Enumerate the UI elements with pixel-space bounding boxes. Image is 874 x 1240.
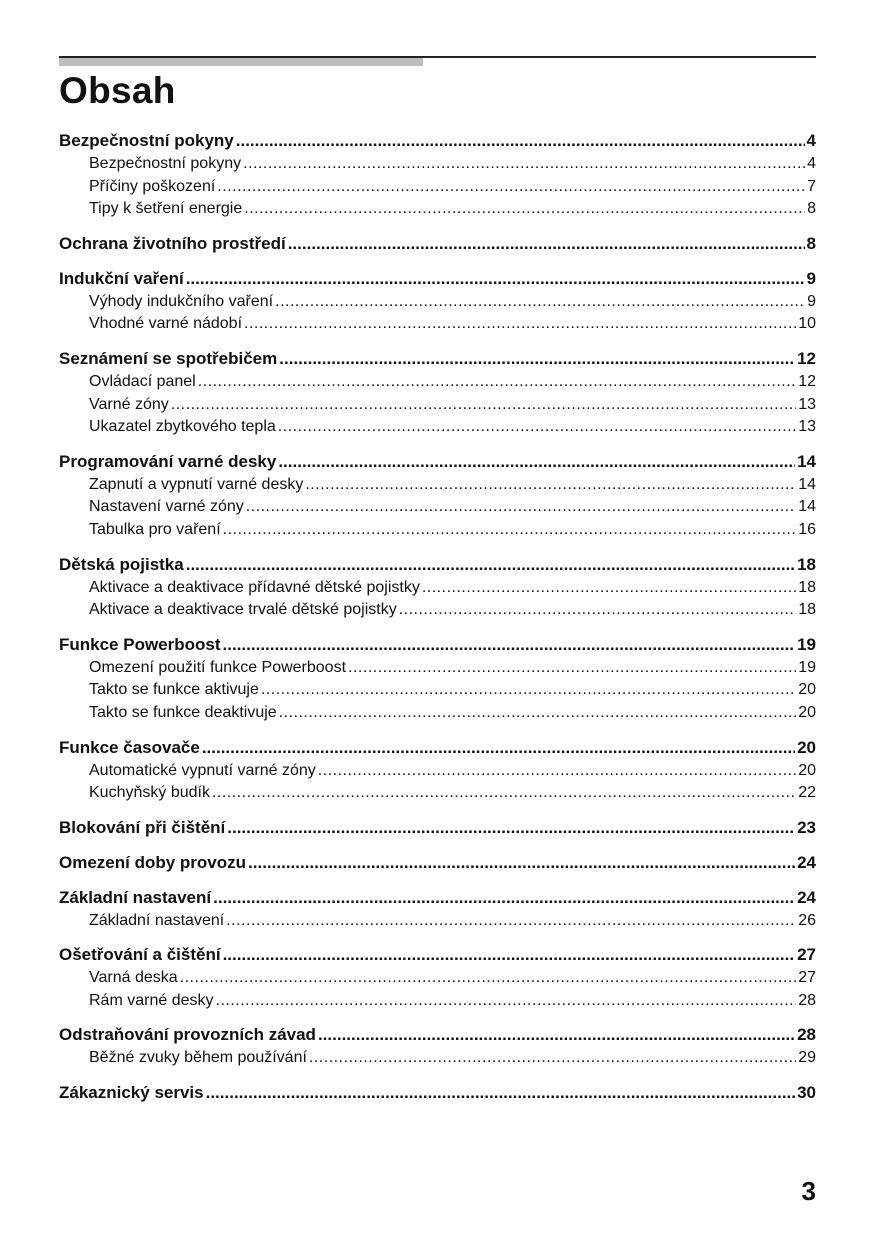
toc-entry-title: Programování varné desky — [59, 451, 277, 471]
toc-subsection[interactable] — [59, 784, 816, 807]
toc-leader-dots — [309, 1049, 796, 1067]
toc-entry-title: Příčiny poškození — [89, 177, 216, 195]
toc-section[interactable] — [59, 945, 816, 969]
toc-page-number: 7 — [807, 177, 816, 195]
toc-page-number: 20 — [798, 761, 816, 779]
toc-section-block — [59, 738, 816, 807]
toc-page-number: 19 — [797, 634, 816, 654]
toc-section[interactable] — [59, 888, 816, 912]
toc-page-number: 26 — [798, 911, 816, 929]
toc-page-number: 23 — [797, 817, 816, 837]
toc-entry-title: Výhody indukčního vaření — [89, 292, 274, 310]
toc-subsection[interactable] — [59, 521, 816, 544]
toc-entry-title: Omezení použití funkce Powerboost — [89, 658, 347, 676]
toc-subsection[interactable] — [59, 200, 816, 223]
toc-entry-title: Základní nastavení — [89, 911, 225, 929]
toc-leader-dots — [399, 601, 797, 619]
toc-section-block — [59, 945, 816, 1014]
toc-entry-title: Varná deska — [89, 969, 178, 987]
toc-leader-dots — [318, 1025, 795, 1045]
toc-leader-dots — [198, 373, 796, 391]
table-of-contents — [59, 131, 816, 1118]
toc-leader-dots — [248, 853, 795, 873]
toc-entry-title: Ošetřování a čištění — [59, 945, 221, 965]
toc-leader-dots — [206, 1083, 795, 1103]
toc-leader-dots — [186, 269, 805, 289]
toc-subsection[interactable] — [59, 315, 816, 338]
toc-leader-dots — [279, 349, 795, 369]
toc-entry-title: Rám varné desky — [89, 991, 214, 1009]
page-title: Obsah — [59, 70, 176, 111]
toc-leader-dots — [244, 200, 805, 218]
toc-entry-title: Blokování při čištění — [59, 817, 226, 837]
toc-section-block — [59, 349, 816, 441]
toc-entry-title: Seznámení se spotřebičem — [59, 348, 278, 368]
toc-entry-title: Ovládací panel — [89, 372, 196, 390]
toc-leader-dots — [223, 945, 796, 965]
toc-subsection[interactable] — [59, 498, 816, 521]
toc-page-number: 9 — [807, 292, 816, 310]
toc-page-number: 14 — [797, 451, 816, 471]
toc-entry-title: Tipy k šetření energie — [89, 200, 243, 218]
toc-page-number: 16 — [798, 520, 816, 538]
toc-page-number: 9 — [806, 268, 816, 288]
toc-entry-title: Běžné zvuky během používání — [89, 1049, 307, 1067]
toc-entry-title: Funkce Powerboost — [59, 634, 221, 654]
toc-leader-dots — [305, 476, 796, 494]
toc-leader-dots — [223, 635, 796, 655]
toc-section-block — [59, 234, 816, 258]
toc-leader-dots — [243, 155, 805, 173]
toc-leader-dots — [318, 762, 796, 780]
toc-subsection[interactable] — [59, 704, 816, 727]
toc-entry-title: Dětská pojistka — [59, 554, 184, 574]
toc-section[interactable] — [59, 452, 816, 476]
toc-entry-title: Aktivace a deaktivace trvalé dětské pojistky — [89, 601, 397, 619]
toc-subsection[interactable] — [59, 579, 816, 602]
toc-section[interactable] — [59, 1025, 816, 1049]
toc-leader-dots — [171, 396, 796, 414]
toc-leader-dots — [180, 969, 797, 987]
toc-section[interactable] — [59, 738, 816, 762]
toc-entry-title: Indukční vaření — [59, 268, 184, 288]
toc-entry-title: Takto se funkce aktivuje — [89, 681, 259, 699]
toc-page-number: 20 — [798, 681, 816, 699]
toc-subsection[interactable] — [59, 418, 816, 441]
toc-leader-dots — [226, 912, 796, 930]
toc-section[interactable] — [59, 853, 816, 877]
toc-section[interactable] — [59, 1083, 816, 1107]
toc-page-number: 12 — [797, 348, 816, 368]
toc-subsection[interactable] — [59, 762, 816, 785]
toc-leader-dots — [422, 579, 796, 597]
toc-entry-title: Takto se funkce deaktivuje — [89, 703, 277, 721]
toc-subsection[interactable] — [59, 912, 816, 935]
toc-leader-dots — [261, 681, 796, 699]
toc-subsection[interactable] — [59, 293, 816, 316]
toc-leader-dots — [202, 738, 795, 758]
toc-subsection[interactable] — [59, 476, 816, 499]
toc-section[interactable] — [59, 131, 816, 155]
toc-leader-dots — [236, 131, 805, 151]
toc-leader-dots — [278, 452, 795, 472]
toc-section-block — [59, 818, 816, 842]
toc-page-number: 19 — [798, 658, 816, 676]
toc-entry-title: Základní nastavení — [59, 887, 212, 907]
toc-page-number: 14 — [798, 498, 816, 516]
toc-entry-title: Bezpečnostní pokyny — [59, 131, 234, 150]
toc-page-number: 10 — [798, 315, 816, 333]
toc-page-number: 18 — [798, 578, 816, 596]
toc-section-block — [59, 452, 816, 544]
toc-page-number: 13 — [798, 395, 816, 413]
toc-subsection[interactable] — [59, 969, 816, 992]
toc-section-block — [59, 853, 816, 877]
toc-page-number: 24 — [797, 852, 816, 872]
toc-section[interactable] — [59, 234, 816, 258]
toc-entry-title: Varné zóny — [89, 395, 169, 413]
toc-entry-title: Aktivace a deaktivace přídavné dětské pojistky — [89, 578, 420, 596]
toc-entry-title: Omezení doby provozu — [59, 852, 247, 872]
toc-page-number: 20 — [797, 737, 816, 757]
toc-page-number: 28 — [798, 991, 816, 1009]
toc-section-block — [59, 555, 816, 624]
toc-page-number: 20 — [798, 703, 816, 721]
toc-subsection[interactable] — [59, 992, 816, 1015]
toc-leader-dots — [348, 659, 796, 677]
toc-entry-title: Ochrana životního prostředí — [59, 233, 286, 253]
toc-entry-title: Bezpečnostní pokyny — [89, 155, 242, 172]
toc-subsection[interactable] — [59, 601, 816, 624]
toc-section[interactable] — [59, 555, 816, 579]
toc-leader-dots — [227, 818, 795, 838]
toc-page-number: 28 — [797, 1025, 816, 1045]
toc-subsection[interactable] — [59, 681, 816, 704]
toc-entry-title: Vhodné varné nádobí — [89, 315, 243, 333]
toc-page-number: 8 — [807, 200, 816, 218]
toc-subsection[interactable] — [59, 178, 816, 201]
toc-section-block — [59, 1083, 816, 1107]
toc-section-block — [59, 635, 816, 727]
header-accent-bar — [59, 58, 423, 66]
toc-page-number: 27 — [797, 945, 816, 965]
toc-subsection[interactable] — [59, 396, 816, 419]
toc-page-number: 27 — [798, 969, 816, 987]
toc-leader-dots — [212, 784, 796, 802]
toc-subsection[interactable] — [59, 155, 816, 178]
toc-entry-title: Kuchyňský budík — [89, 784, 210, 802]
toc-leader-dots — [216, 992, 797, 1010]
toc-page-number: 4 — [806, 131, 816, 150]
toc-section-block — [59, 131, 816, 223]
toc-page-number: 8 — [806, 233, 816, 253]
toc-entry-title: Tabulka pro vaření — [89, 520, 221, 538]
toc-entry-title: Funkce časovače — [59, 737, 200, 757]
toc-page-number: 24 — [797, 887, 816, 907]
toc-leader-dots — [279, 704, 797, 722]
toc-page-number: 18 — [798, 601, 816, 619]
toc-leader-dots — [217, 178, 805, 196]
toc-page-number: 13 — [798, 418, 816, 436]
toc-section[interactable] — [59, 635, 816, 659]
toc-leader-dots — [288, 234, 805, 254]
toc-page-number: 14 — [798, 475, 816, 493]
page-number: 3 — [801, 1176, 816, 1206]
toc-entry-title: Nastavení varné zóny — [89, 498, 244, 516]
toc-section[interactable] — [59, 818, 816, 842]
toc-leader-dots — [278, 418, 796, 436]
toc-entry-title: Zákaznický servis — [59, 1083, 204, 1103]
toc-page-number: 4 — [807, 155, 816, 172]
toc-section[interactable] — [59, 269, 816, 293]
toc-entry-title: Ukazatel zbytkového tepla — [89, 418, 276, 436]
toc-page-number: 22 — [798, 784, 816, 802]
toc-entry-title: Automatické vypnutí varné zóny — [89, 761, 316, 779]
toc-subsection[interactable] — [59, 659, 816, 682]
toc-subsection[interactable] — [59, 373, 816, 396]
toc-section-block — [59, 1025, 816, 1072]
toc-leader-dots — [244, 315, 796, 333]
toc-entry-title: Odstraňování provozních závad — [59, 1025, 316, 1045]
toc-leader-dots — [246, 498, 796, 516]
toc-section-block — [59, 888, 816, 935]
toc-page-number: 30 — [797, 1083, 816, 1103]
toc-leader-dots — [213, 888, 795, 908]
toc-entry-title: Zapnutí a vypnutí varné desky — [89, 475, 304, 493]
toc-leader-dots — [223, 521, 797, 539]
toc-page-number: 29 — [798, 1049, 816, 1067]
toc-subsection[interactable] — [59, 1049, 816, 1072]
toc-page-number: 12 — [798, 372, 816, 390]
toc-leader-dots — [275, 293, 805, 311]
toc-section-block — [59, 269, 816, 338]
toc-page-number: 18 — [797, 554, 816, 574]
toc-leader-dots — [186, 555, 795, 575]
toc-section[interactable] — [59, 349, 816, 373]
